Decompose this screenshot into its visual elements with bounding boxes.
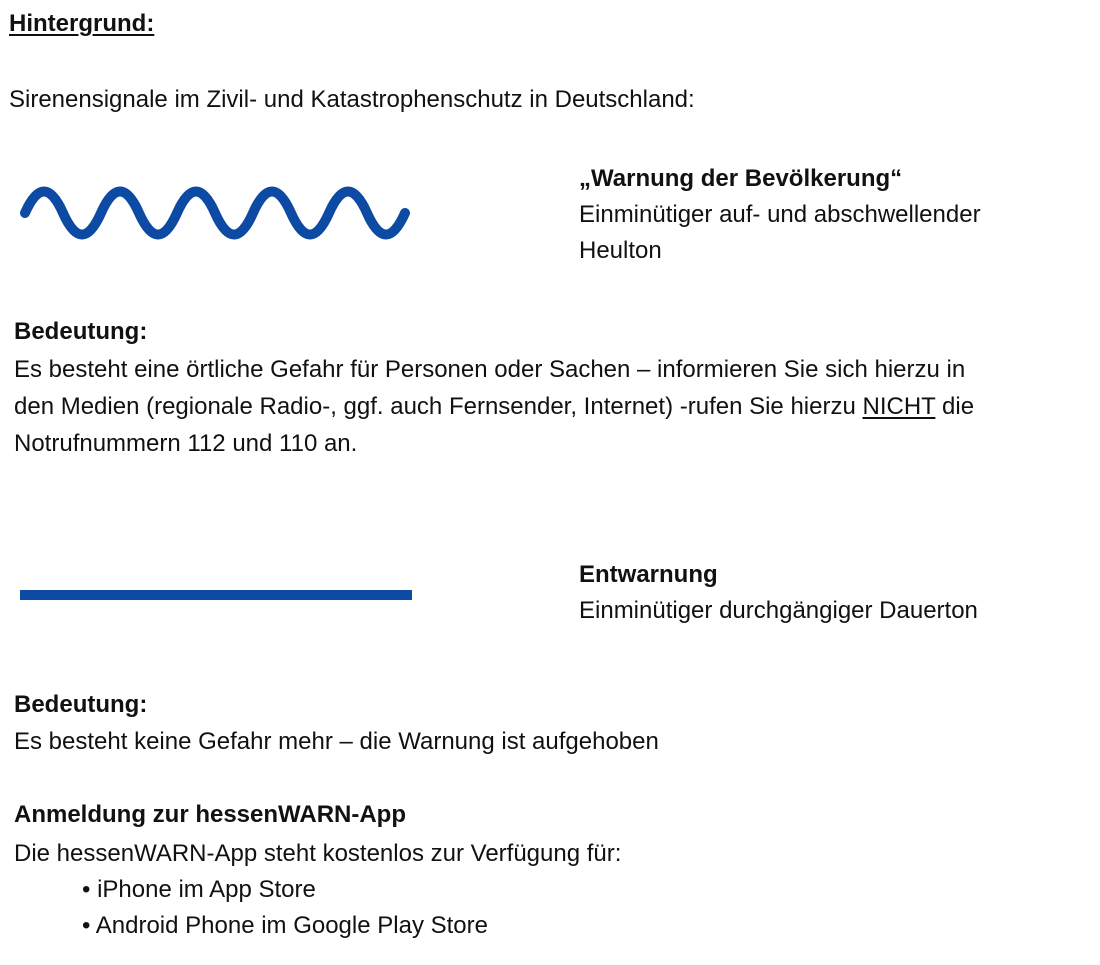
allclear-desc: Einminütiger durchgängiger Dauerton [579, 597, 978, 624]
warning-meaning-label: Bedeutung: [14, 318, 148, 345]
warning-meaning-line1: Es besteht eine örtliche Gefahr für Personen oder Sachen – informieren Sie sich hierzu in [14, 356, 966, 383]
warning-meaning-line3: Notrufnummern 112 und 110 an. [14, 430, 358, 457]
flat-line-bar [20, 590, 412, 600]
app-item-android: • Android Phone im Google Play Store [82, 912, 488, 939]
background-heading: Hintergrund: [9, 10, 155, 37]
app-text: Die hessenWARN-App steht kostenlos zur Verfügung für: [14, 840, 622, 867]
app-heading: Anmeldung zur hessenWARN-App [14, 801, 407, 828]
warning-meaning-emphasis: NICHT [862, 393, 936, 420]
app-item-iphone: • iPhone im App Store [82, 876, 316, 903]
warning-meaning-line2-b: die [935, 393, 975, 420]
warning-title: „Warnung der Bevölkerung“ [579, 165, 903, 192]
intro-subtitle: Sirenensignale im Zivil- und Katastrophenschutz in Deutschland: [9, 86, 695, 113]
allclear-title: Entwarnung [579, 561, 718, 588]
warning-desc-line1: Einminütiger auf- und abschwellender [579, 201, 981, 228]
allclear-meaning-text: Es besteht keine Gefahr mehr – die Warnung ist aufgehoben [14, 728, 659, 755]
warning-desc-line2: Heulton [579, 237, 662, 264]
allclear-meaning-label: Bedeutung: [14, 691, 148, 718]
warning-meaning-line2-a: den Medien (regionale Radio-, ggf. auch Fernsender, Internet) -rufen Sie hierzu [14, 393, 863, 420]
